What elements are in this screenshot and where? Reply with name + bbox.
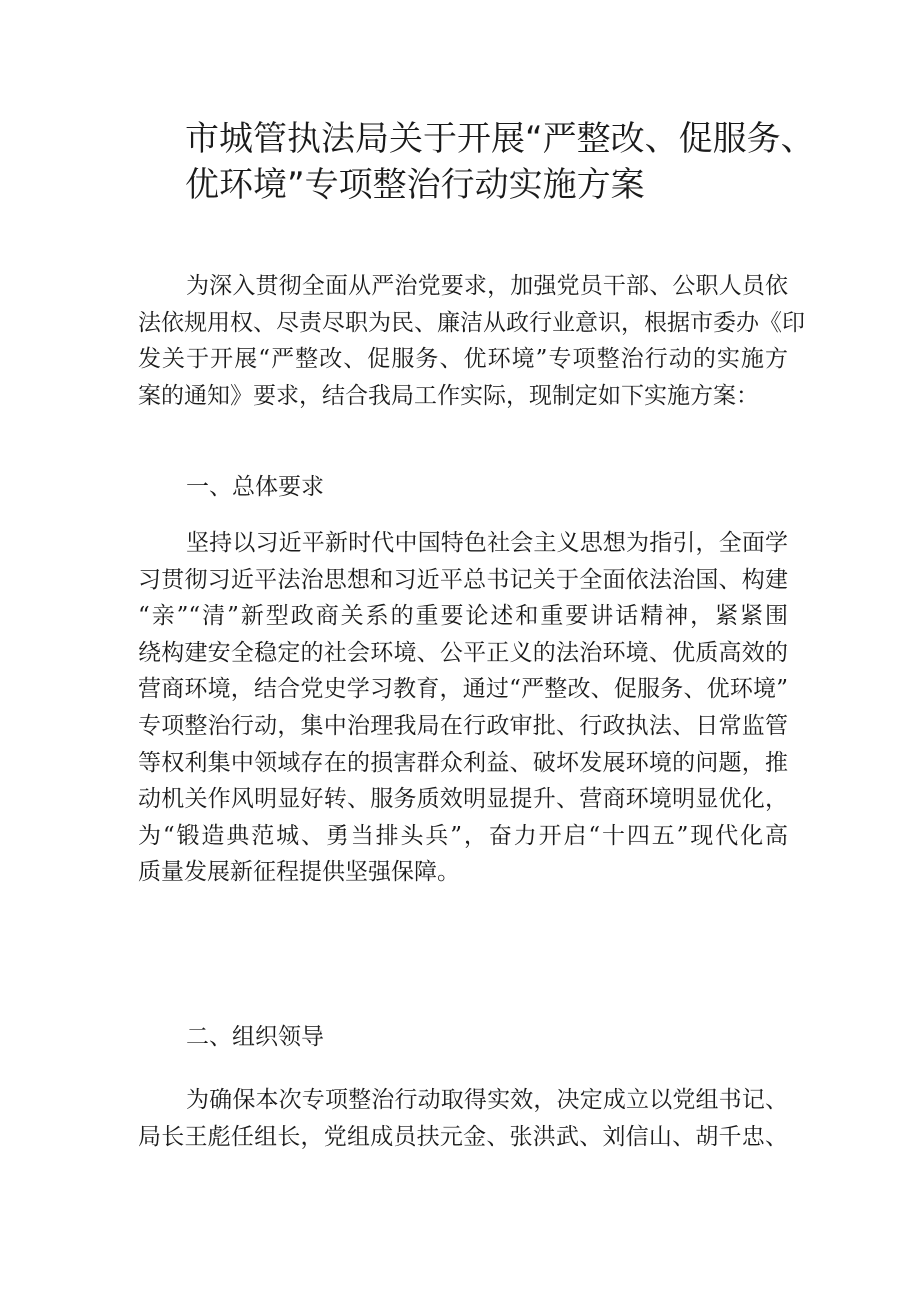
organization-paragraph <box>138 1082 788 1155</box>
paragraph-line: 习贯彻习近平法治思想和习近平总书记关于全面依法治国、构建 <box>138 566 788 593</box>
title-line-2: 优环境”专项整治行动实施方案 <box>185 165 645 205</box>
paragraph-line: “亲”“清”新型政商关系的重要论述和重要讲话精神，紧紧围 <box>138 603 788 630</box>
general-requirements-paragraph <box>138 525 788 891</box>
paragraph-line: 营商环境，结合党史学习教育，通过“严整改、促服务、优环境” <box>138 676 788 703</box>
paragraph-line: 发关于开展“严整改、促服务、优环境”专项整治行动的实施方 <box>138 346 788 373</box>
paragraph-line: 质量发展新征程提供坚强保障。 <box>138 859 460 886</box>
paragraph-line: 局长王彪任组长，党组成员扶元金、张洪武、刘信山、胡千忠、 <box>138 1123 788 1150</box>
paragraph-line: 为“锻造典范城、勇当排头兵”，奋力开启“十四五”现代化高 <box>138 822 788 849</box>
paragraph-line: 法依规用权、尽责尽职为民、廉洁从政行业意识，根据市委办《印 <box>138 309 805 336</box>
paragraph-line: 绕构建安全稳定的社会环境、公平正义的法治环境、优质高效的 <box>138 639 788 666</box>
paragraph-line: 动机关作风明显好转、服务质效明显提升、营商环境明显优化， <box>138 786 788 813</box>
paragraph-line: 专项整治行动，集中治理我局在行政审批、行政执法、日常监管 <box>138 712 788 739</box>
document-title <box>185 116 825 208</box>
paragraph-line: 等权利集中领域存在的损害群众利益、破坏发展环境的问题，推 <box>138 749 788 776</box>
intro-paragraph <box>138 268 805 414</box>
paragraph-line: 为深入贯彻全面从严治党要求，加强党员干部、公职人员依 <box>186 273 788 299</box>
paragraph-line: 案的通知》要求，结合我局工作实际，现制定如下实施方案： <box>138 382 759 409</box>
title-line-1: 市城管执法局关于开展“严整改、促服务、 <box>185 119 815 159</box>
paragraph-line: 坚持以习近平新时代中国特色社会主义思想为指引，全面学 <box>186 530 788 556</box>
section-heading-general-requirements: 一、总体要求 <box>186 474 324 500</box>
paragraph-line: 为确保本次专项整治行动取得实效，决定成立以党组书记、 <box>186 1087 788 1113</box>
section-heading-organization: 二、组织领导 <box>186 1024 324 1050</box>
